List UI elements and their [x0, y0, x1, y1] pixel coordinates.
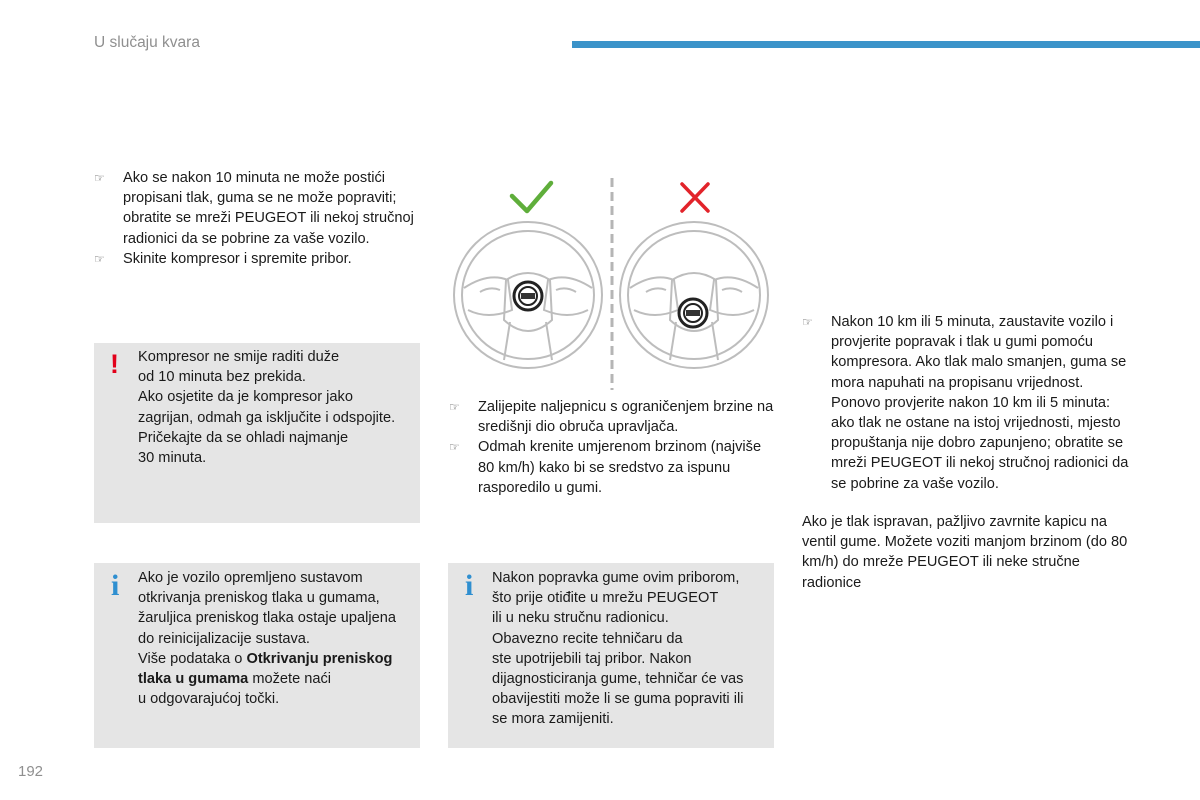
cross-icon: [682, 184, 708, 211]
steering-wheel-wrong: [620, 222, 768, 368]
speed-sticker-offcenter: [679, 299, 707, 327]
header-accent-bar: [572, 41, 1200, 48]
right-paragraph: Ako je tlak ispravan, pažljivo zavrnite kapicu na ventil gume. Možete voziti manjom brzinom (do 80 km/h) do mreže PEUGEOT ili neke stručne radionice: [802, 514, 1128, 591]
warning-text: [138, 347, 420, 468]
warning-line: Kompresor ne smije raditi duže: [138, 349, 340, 365]
list-item-text: Zalijepite naljepnicu s ograničenjem brzine na središnji dio obruča upravljača.: [478, 399, 774, 436]
warning-line: zagrijan, odmah ga isključite i odspojite.: [138, 409, 396, 426]
warning-box: [94, 343, 420, 523]
warning-line: od 10 minuta bez prekida.: [138, 369, 306, 386]
list-item-text: Ako se nakon 10 minuta ne može postići propisani tlak, guma se ne može popraviti; obratite se mreži PEUGEOT ili nekoj stručnoj radionici da se pobrine za vaše vozilo.: [123, 170, 414, 247]
page-number: 192: [18, 763, 44, 780]
info-text: [492, 568, 774, 730]
info-line: [138, 669, 420, 689]
middle-bullet-list: [449, 397, 777, 498]
info-text-run: Više podataka o: [138, 650, 247, 667]
warning-line: Ako osjetite da je kompresor jako: [138, 389, 353, 406]
right-bullet-list: [802, 312, 1130, 494]
list-item-text: Nakon 10 km ili 5 minuta, zaustavite vozilo i provjerite popravak i tlak u gumi pomoću kompresora. Ako tlak malo smanjen, guma se mora napuhati na propisanu vrijednost. Ponovo provjerite nakon 10 km ili 5 minuta: ako tlak ne ostane na istoj vrijednosti, mjesto propuštanja nije dobro zapunjeno; obratite se mreži PEUGEOT ili nekoj stručnoj radionici da se pobrine za vaše vozilo.: [831, 314, 1129, 492]
info-line: [138, 649, 420, 669]
info-line: se mora zamijeniti.: [492, 711, 614, 728]
warning-line: Pričekajte da se ohladi najmanje: [138, 429, 349, 446]
info-line: dijagnosticiranja gume, tehničar će vas: [492, 671, 744, 688]
pointing-hand-icon: ☞: [94, 171, 105, 185]
warning-line: 30 minuta.: [138, 450, 207, 467]
info-icon: i: [111, 569, 120, 602]
list-item: [94, 168, 419, 249]
list-item: [802, 312, 1130, 494]
list-item-text: Skinite kompresor i spremite pribor.: [123, 250, 352, 267]
section-title: U slučaju kvara: [94, 34, 200, 51]
list-item: [94, 249, 419, 269]
info-bold-link-text: tlaka u gumama: [138, 671, 249, 688]
speed-sticker-center: [514, 282, 542, 310]
info-bold-link-text: Otkrivanju preniskog: [246, 650, 393, 667]
info-line: otkrivanja preniskog tlaka u gumama,: [138, 590, 380, 607]
info-line: Ako je vozilo opremljeno sustavom: [138, 570, 363, 586]
info-text: [138, 568, 420, 709]
list-item: [449, 437, 777, 498]
info-line: ili u neku stručnu radionicu.: [492, 610, 669, 627]
info-line: Obavezno recite tehničaru da: [492, 630, 683, 647]
pointing-hand-icon: ☞: [94, 251, 105, 266]
pointing-hand-icon: ☞: [449, 400, 460, 414]
info-line: u odgovarajućoj točki.: [138, 691, 280, 708]
exclamation-icon: !: [110, 349, 119, 379]
info-box-repair: [448, 563, 774, 748]
pointing-hand-icon: ☞: [449, 440, 460, 455]
info-line: do reinicijalizacije sustava.: [138, 630, 310, 647]
check-icon: [512, 183, 551, 211]
info-line: što prije otiđite u mrežu PEUGEOT: [492, 590, 719, 607]
pointing-hand-icon: ☞: [802, 315, 813, 329]
info-line: ste upotrijebili taj pribor. Nakon: [492, 650, 692, 667]
info-icon: i: [465, 569, 474, 602]
info-line: obavijestiti može li se guma popraviti ili: [492, 691, 744, 708]
info-box-tpms: [94, 563, 420, 748]
list-item-text: Odmah krenite umjerenom brzinom (najviše 80 km/h) kako bi se sredstvo za ispunu rasporedilo u gumi.: [478, 439, 762, 496]
info-line: Nakon popravka gume ovim priborom,: [492, 570, 740, 586]
steering-wheel-sticker-illustration: [448, 170, 778, 392]
list-item: [449, 397, 777, 437]
info-text-run: možete naći: [248, 671, 332, 688]
left-bullet-list: [94, 168, 419, 269]
info-line: žaruljica preniskog tlaka ostaje upaljena: [138, 610, 396, 627]
